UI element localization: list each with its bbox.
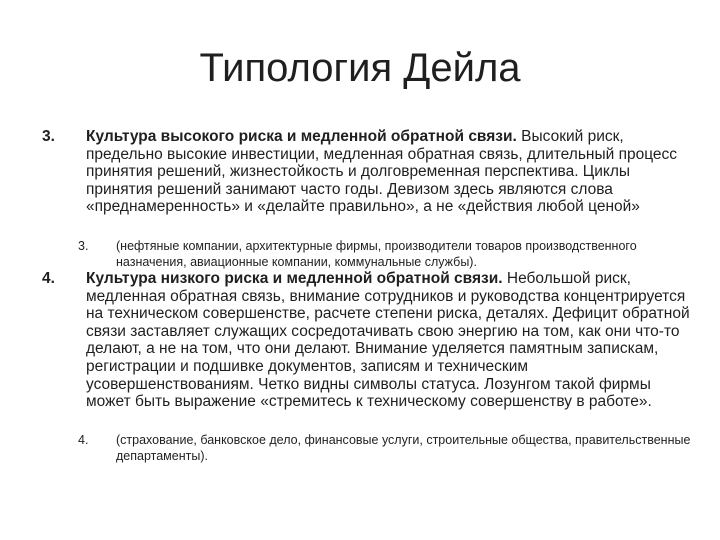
sub-3-number: 3. [78, 239, 89, 253]
sub-4-number: 4. [78, 433, 89, 447]
item-3-text [86, 128, 698, 216]
item-4-body: Небольшой риск, медленная обратная связь, внимание сотрудников и руководства концентрируется на техническом совершенстве, расчете степени риска, деталях. Дефицит обратной связи заставляет служащих сосредотачивать свою энергию на том, как они что-то делают, а не на том, что они делают. Внимание уделяется памятным запискам, регистрации и подшивке документов, записям и техническим усовершенствованиям. Четко видны символы статуса. Лозунгом такой фирмы может быть выражение «стремитесь к техническому совершенству в работе». [86, 270, 690, 411]
item-4-number: 4. [42, 270, 55, 287]
item-4-text [86, 270, 698, 411]
item-3-body: Высокий риск, предельно высокие инвестиции, медленная обратная связь, длительный процесс принятия решений, жизнестойкость и долговременная перспектива. Циклы принятия решений занимают часто годы. Девизом здесь являются слова «преднамеренность» и «делайте правильно», а не «действия любой ценой» [86, 128, 678, 216]
slide-title: Типология Дейла [199, 46, 521, 90]
sub-4-text: (страхование, банковское дело, финансовые услуги, строительные общества, правительственные департаменты). [116, 433, 691, 463]
sub-3-text: (нефтяные компании, архитектурные фирмы, производители товаров производственного назначения, авиационные компании, коммунальные службы). [116, 239, 637, 269]
item-3-heading: Культура высокого риска и медленной обратной связи. [86, 128, 517, 145]
item-3-number: 3. [42, 128, 55, 145]
item-4-heading: Культура низкого риска и медленной обратной связи. [86, 270, 503, 287]
